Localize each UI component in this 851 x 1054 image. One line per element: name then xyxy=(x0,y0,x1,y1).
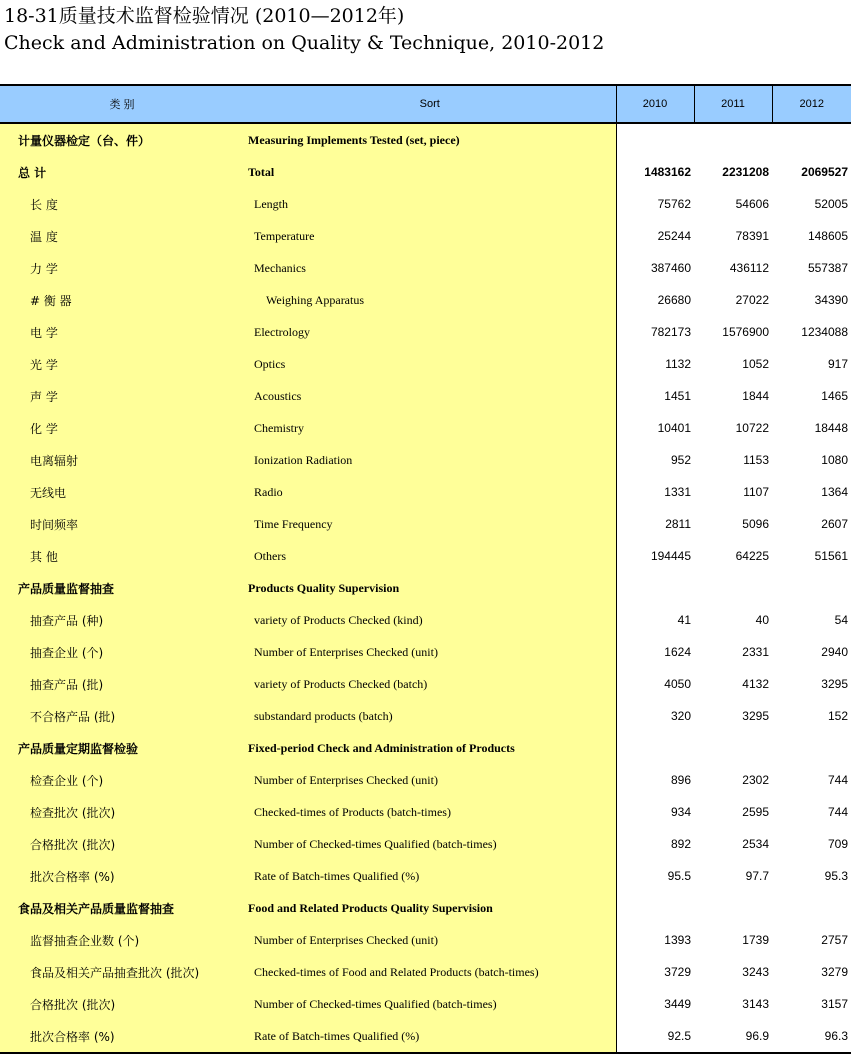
value-2012: 1234088 xyxy=(801,325,848,339)
row-label-en: Total xyxy=(244,156,616,188)
value-2012: 148605 xyxy=(807,229,848,243)
value-2010: 1451 xyxy=(616,380,694,412)
row-label-zh: 总 计 xyxy=(0,156,244,188)
row-label-zh: 化 学 xyxy=(0,412,244,444)
value-2011: 10722 xyxy=(735,421,769,435)
value-2010: 92.5 xyxy=(616,1020,694,1053)
value-2010: 1132 xyxy=(616,348,694,380)
table-body xyxy=(0,85,851,1053)
value-2010 xyxy=(616,572,694,604)
table-row xyxy=(0,988,851,1020)
row-label-zh: 监督抽查企业数 (个) xyxy=(0,924,244,956)
value-2011: 2534 xyxy=(742,837,769,851)
row-label-en: variety of Products Checked (kind) xyxy=(244,604,616,636)
value-2010 xyxy=(616,123,694,156)
row-label-zh: 抽查企业 (个) xyxy=(0,636,244,668)
table-row xyxy=(0,764,851,796)
value-2012: 34390 xyxy=(814,293,848,307)
table-row xyxy=(0,444,851,476)
table-row xyxy=(0,380,851,412)
value-2012: 96.3 xyxy=(772,1020,851,1053)
value-2012: 3295 xyxy=(821,677,848,691)
value-2010: 3729 xyxy=(616,956,694,988)
value-2012: 51561 xyxy=(814,549,848,563)
row-label-en: Number of Checked-times Qualified (batch-times) xyxy=(244,988,616,1020)
value-2012: 152 xyxy=(827,709,848,723)
value-2011: 436112 xyxy=(729,261,769,275)
value-2010: 26680 xyxy=(616,284,694,316)
value-2011: 4132 xyxy=(742,677,769,691)
row-label-zh: 合格批次 (批次) xyxy=(0,828,244,860)
table-row xyxy=(0,636,851,668)
row-label-zh: 光 学 xyxy=(0,348,244,380)
value-2011: 96.9 xyxy=(694,1020,772,1053)
value-2011: 1739 xyxy=(742,933,769,947)
row-label-zh: 不合格产品 (批) xyxy=(0,700,244,732)
row-label-zh: 批次合格率 (%) xyxy=(0,1020,244,1053)
table-row xyxy=(0,572,851,604)
row-label-zh: 时间频率 xyxy=(0,508,244,540)
value-2010: 892 xyxy=(616,828,694,860)
value-2012: 95.3 xyxy=(824,869,848,883)
row-label-zh: 长 度 xyxy=(0,188,244,220)
value-2011: 5096 xyxy=(742,517,769,531)
row-label-zh: 合格批次 (批次) xyxy=(0,988,244,1020)
row-label-zh: 检查批次 (批次) xyxy=(0,796,244,828)
value-2012: 1080 xyxy=(821,453,848,467)
row-label-en: Time Frequency xyxy=(244,508,616,540)
row-label-zh: 声 学 xyxy=(0,380,244,412)
table-row xyxy=(0,284,851,316)
row-label-zh: 抽查产品 (种) xyxy=(0,604,244,636)
value-2010: 934 xyxy=(616,796,694,828)
row-label-en: substandard products (batch) xyxy=(244,700,616,732)
value-2010: 25244 xyxy=(616,220,694,252)
value-2010: 4050 xyxy=(616,668,694,700)
value-2010: 1624 xyxy=(616,636,694,668)
row-label-zh: 其 他 xyxy=(0,540,244,572)
table-row xyxy=(0,540,851,572)
row-label-zh: 食品及相关产品质量监督抽查 xyxy=(0,892,244,924)
value-2011: 3295 xyxy=(742,709,769,723)
value-2011: 1107 xyxy=(743,485,769,499)
value-2010: 782173 xyxy=(616,316,694,348)
row-label-zh: 产品质量监督抽查 xyxy=(0,572,244,604)
row-label-en: Number of Enterprises Checked (unit) xyxy=(244,764,616,796)
value-2010: 1393 xyxy=(616,924,694,956)
table-row xyxy=(0,188,851,220)
value-2010: 896 xyxy=(616,764,694,796)
table-row xyxy=(0,220,851,252)
row-label-en: Radio xyxy=(244,476,616,508)
value-2010: 952 xyxy=(616,444,694,476)
row-label-zh: 抽查产品 (批) xyxy=(0,668,244,700)
value-2011: 1052 xyxy=(742,357,769,371)
table-title-english: Check and Administration on Quality & Technique, 2010-2012 xyxy=(4,32,605,54)
table-row xyxy=(0,860,851,892)
row-label-en: Length xyxy=(244,188,616,220)
value-2012: 52005 xyxy=(814,197,848,211)
row-label-en: Fixed-period Check and Administration of Products xyxy=(244,732,616,764)
table-row xyxy=(0,604,851,636)
value-2011: 54606 xyxy=(735,197,769,211)
value-2011: 78391 xyxy=(735,229,769,243)
value-2012 xyxy=(772,572,851,604)
row-label-zh: 计量仪器检定（台、件） xyxy=(0,123,244,156)
row-label-en: Products Quality Supervision xyxy=(244,572,616,604)
table-row xyxy=(0,1020,851,1053)
row-label-en: Rate of Batch-times Qualified (%) xyxy=(244,1020,616,1053)
table-row xyxy=(0,412,851,444)
value-2011: 2331 xyxy=(742,645,769,659)
header-sort: Sort xyxy=(244,85,616,123)
row-label-zh: 力 学 xyxy=(0,252,244,284)
table-row xyxy=(0,668,851,700)
value-2012: 54 xyxy=(834,613,848,627)
value-2012: 3279 xyxy=(821,965,848,979)
value-2012: 2607 xyxy=(821,517,848,531)
value-2011 xyxy=(694,123,772,156)
value-2010: 2811 xyxy=(616,508,694,540)
value-2012: 744 xyxy=(827,773,848,787)
row-label-zh: 电 学 xyxy=(0,316,244,348)
value-2011: 1153 xyxy=(743,453,769,467)
row-label-en: Food and Related Products Quality Supervision xyxy=(244,892,616,924)
row-label-zh: 批次合格率 (%) xyxy=(0,860,244,892)
row-label-en: Number of Enterprises Checked (unit) xyxy=(244,636,616,668)
value-2012: 2940 xyxy=(821,645,848,659)
value-2010: 3449 xyxy=(616,988,694,1020)
row-label-en: Measuring Implements Tested (set, piece) xyxy=(244,123,616,156)
value-2010: 75762 xyxy=(616,188,694,220)
value-2012: 1364 xyxy=(821,485,848,499)
value-2011: 2595 xyxy=(742,805,769,819)
header-year-2011: 2011 xyxy=(694,85,772,123)
row-label-zh: # 衡 器 xyxy=(0,284,244,316)
value-2011: 1576900 xyxy=(722,325,769,339)
header-row xyxy=(0,85,851,123)
value-2012: 1465 xyxy=(821,389,848,403)
table-row xyxy=(0,956,851,988)
value-2011: 64225 xyxy=(735,549,769,563)
table-row xyxy=(0,700,851,732)
row-label-en: Acoustics xyxy=(244,380,616,412)
table-title-chinese: 18-31质量技术监督检验情况 (2010—2012年) xyxy=(4,5,405,27)
value-2012: 709 xyxy=(827,837,848,851)
header-year-2012: 2012 xyxy=(772,85,851,123)
value-2012: 744 xyxy=(827,805,848,819)
statistics-table xyxy=(0,84,851,1054)
value-2010: 320 xyxy=(616,700,694,732)
header-year-2010: 2010 xyxy=(616,85,694,123)
value-2011: 1844 xyxy=(742,389,769,403)
value-2012: 2069527 xyxy=(801,165,848,179)
table-row xyxy=(0,476,851,508)
value-2012: 557387 xyxy=(807,261,848,275)
value-2010: 95.5 xyxy=(616,860,694,892)
value-2011: 27022 xyxy=(735,293,769,307)
value-2011 xyxy=(694,732,772,764)
value-2012 xyxy=(772,732,851,764)
row-label-en: variety of Products Checked (batch) xyxy=(244,668,616,700)
row-label-en: Weighing Apparatus xyxy=(244,284,616,316)
value-2011 xyxy=(694,572,772,604)
value-2010: 10401 xyxy=(616,412,694,444)
value-2011: 40 xyxy=(755,613,769,627)
table-row xyxy=(0,796,851,828)
table-row xyxy=(0,156,851,188)
table-row xyxy=(0,348,851,380)
value-2010: 194445 xyxy=(616,540,694,572)
table-row xyxy=(0,316,851,348)
row-label-en: Optics xyxy=(244,348,616,380)
value-2012: 2757 xyxy=(821,933,848,947)
row-label-en: Number of Enterprises Checked (unit) xyxy=(244,924,616,956)
value-2010: 41 xyxy=(616,604,694,636)
header-category-zh: 类 别 xyxy=(0,85,244,123)
row-label-zh: 温 度 xyxy=(0,220,244,252)
row-label-zh: 检查企业 (个) xyxy=(0,764,244,796)
value-2011: 97.7 xyxy=(745,869,769,883)
value-2012: 3157 xyxy=(821,997,848,1011)
value-2010 xyxy=(616,892,694,924)
row-label-en: Ionization Radiation xyxy=(244,444,616,476)
table-row xyxy=(0,732,851,764)
row-label-en: Checked-times of Food and Related Products (batch-times) xyxy=(244,956,616,988)
row-label-zh: 食品及相关产品抽查批次 (批次) xyxy=(0,956,244,988)
row-label-en: Others xyxy=(244,540,616,572)
value-2011: 2231208 xyxy=(722,165,769,179)
table-row xyxy=(0,892,851,924)
row-label-en: Checked-times of Products (batch-times) xyxy=(244,796,616,828)
table-row xyxy=(0,924,851,956)
value-2011: 3143 xyxy=(742,997,769,1011)
row-label-en: Temperature xyxy=(244,220,616,252)
table-row xyxy=(0,252,851,284)
row-label-zh: 产品质量定期监督检验 xyxy=(0,732,244,764)
table-row xyxy=(0,508,851,540)
row-label-zh: 无线电 xyxy=(0,476,244,508)
value-2012 xyxy=(772,123,851,156)
value-2010: 1331 xyxy=(616,476,694,508)
value-2010: 387460 xyxy=(616,252,694,284)
value-2012: 18448 xyxy=(814,421,848,435)
value-2011: 3243 xyxy=(742,965,769,979)
row-label-en: Chemistry xyxy=(244,412,616,444)
value-2010: 1483162 xyxy=(616,156,694,188)
row-label-en: Mechanics xyxy=(244,252,616,284)
table-row xyxy=(0,123,851,156)
row-label-en: Rate of Batch-times Qualified (%) xyxy=(244,860,616,892)
table-row xyxy=(0,828,851,860)
value-2011 xyxy=(694,892,772,924)
row-label-zh: 电离辐射 xyxy=(0,444,244,476)
row-label-en: Number of Checked-times Qualified (batch-times) xyxy=(244,828,616,860)
value-2011: 2302 xyxy=(742,773,769,787)
value-2012 xyxy=(772,892,851,924)
value-2012: 917 xyxy=(827,357,848,371)
row-label-en: Electrology xyxy=(244,316,616,348)
value-2010 xyxy=(616,732,694,764)
